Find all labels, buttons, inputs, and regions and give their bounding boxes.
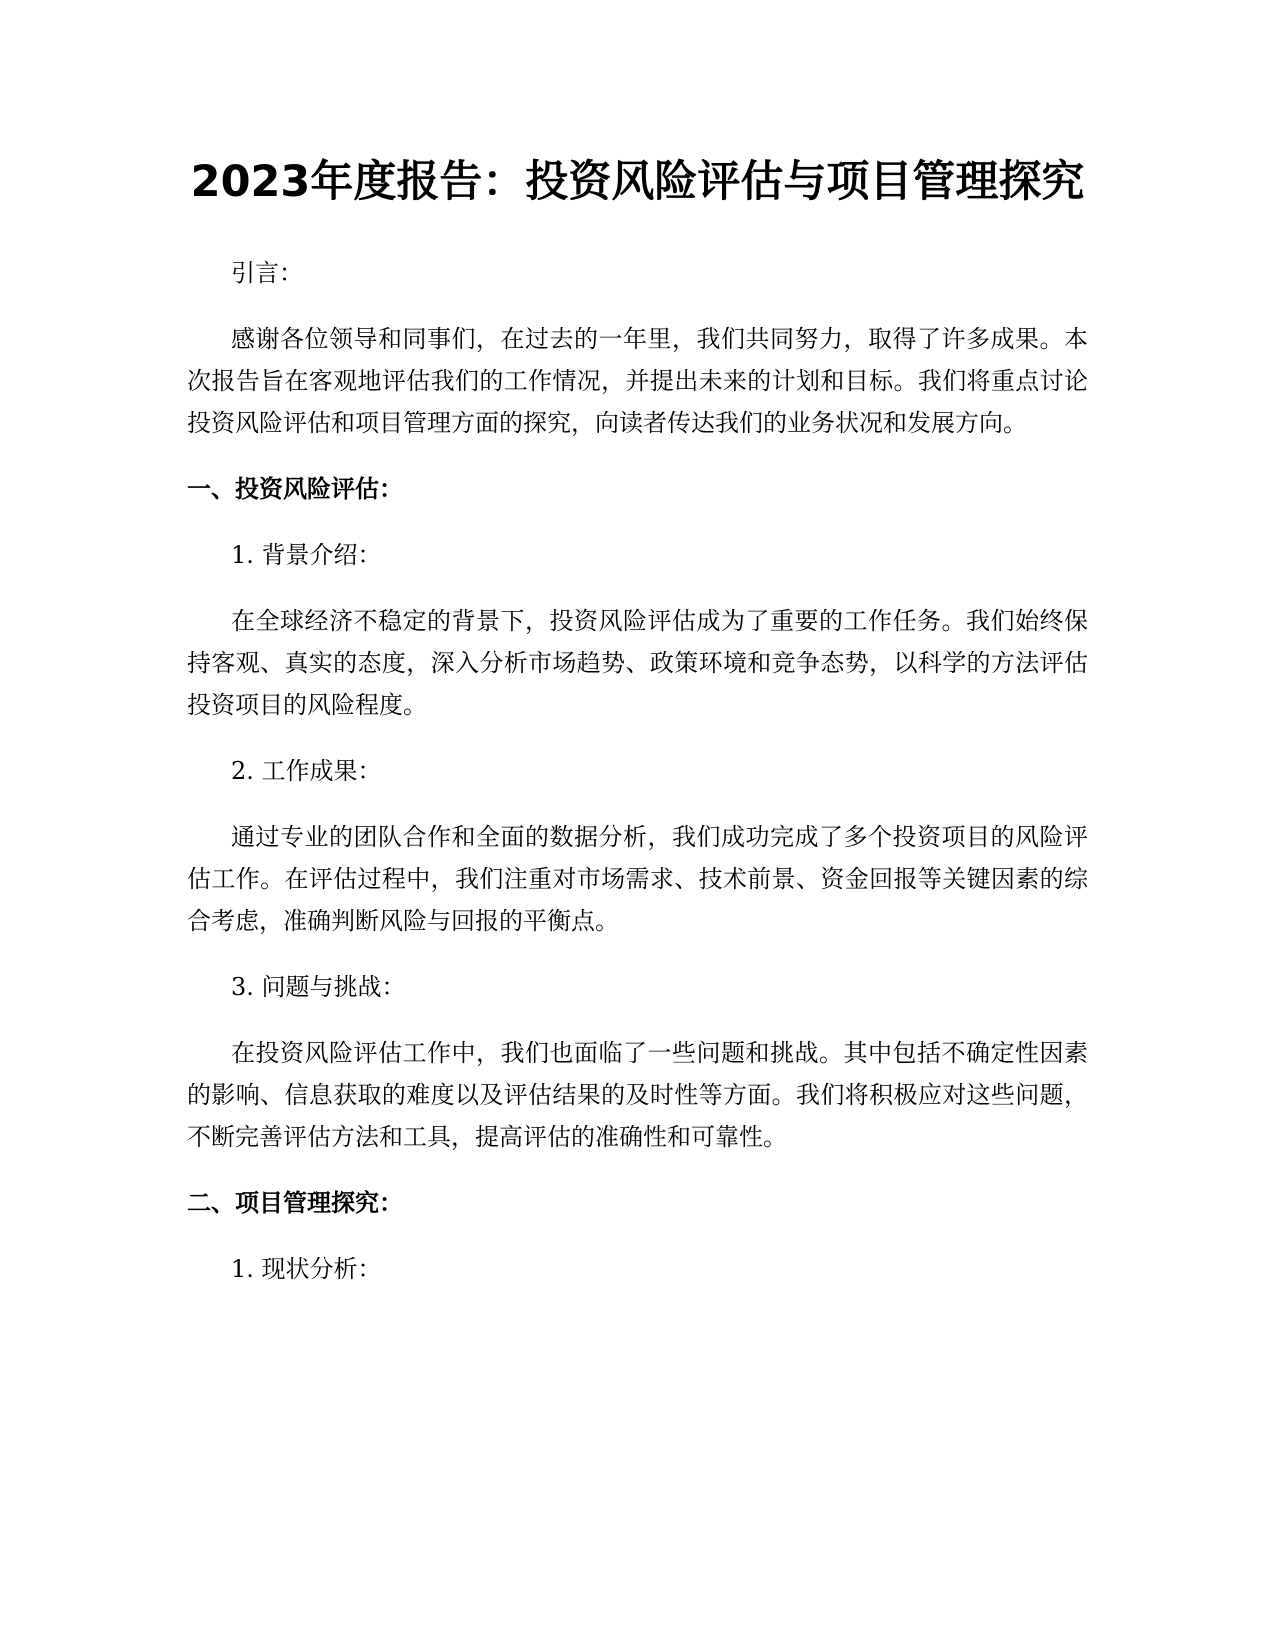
section-2-heading: 二、项目管理探究： [187, 1189, 403, 1217]
intro-label: 引言： [231, 259, 303, 287]
section-2-item-1-label: 1. 现状分析： [231, 1255, 382, 1283]
document-title: 2023年度报告：投资风险评估与项目管理探究 [190, 157, 1085, 207]
section-1-item-2-label: 2. 工作成果： [231, 757, 382, 785]
section-1-item-1-label: 1. 背景介绍： [231, 541, 382, 569]
section-1-item-3-label: 3. 问题与挑战： [231, 973, 406, 1001]
section-1-heading: 一、投资风险评估： [187, 475, 403, 503]
intro-paragraph: 感谢各位领导和同事们，在过去的一年里，我们共同努力，取得了许多成果。本次报告旨在客观地评估我们的工作情况，并提出未来的计划和目标。我们将重点讨论投资风险评估和项目管理方面的探究，向读者传达我们的业务状况和发展方向。 [187, 325, 1088, 437]
section-1-item-1-paragraph: 在全球经济不稳定的背景下，投资风险评估成为了重要的工作任务。我们始终保持客观、真实的态度，深入分析市场趋势、政策环境和竞争态势，以科学的方法评估投资项目的风险程度。 [187, 607, 1088, 719]
section-1-item-3-paragraph: 在投资风险评估工作中，我们也面临了一些问题和挑战。其中包括不确定性因素的影响、信息获取的难度以及评估结果的及时性等方面。我们将积极应对这些问题，不断完善评估方法和工具，提高评估的准确性和可靠性。 [187, 1039, 1088, 1151]
document-page [187, 142, 1088, 1314]
section-1-item-2-paragraph: 通过专业的团队合作和全面的数据分析，我们成功完成了多个投资项目的风险评估工作。在评估过程中，我们注重对市场需求、技术前景、资金回报等关键因素的综合考虑，准确判断风险与回报的平衡点。 [187, 823, 1088, 935]
